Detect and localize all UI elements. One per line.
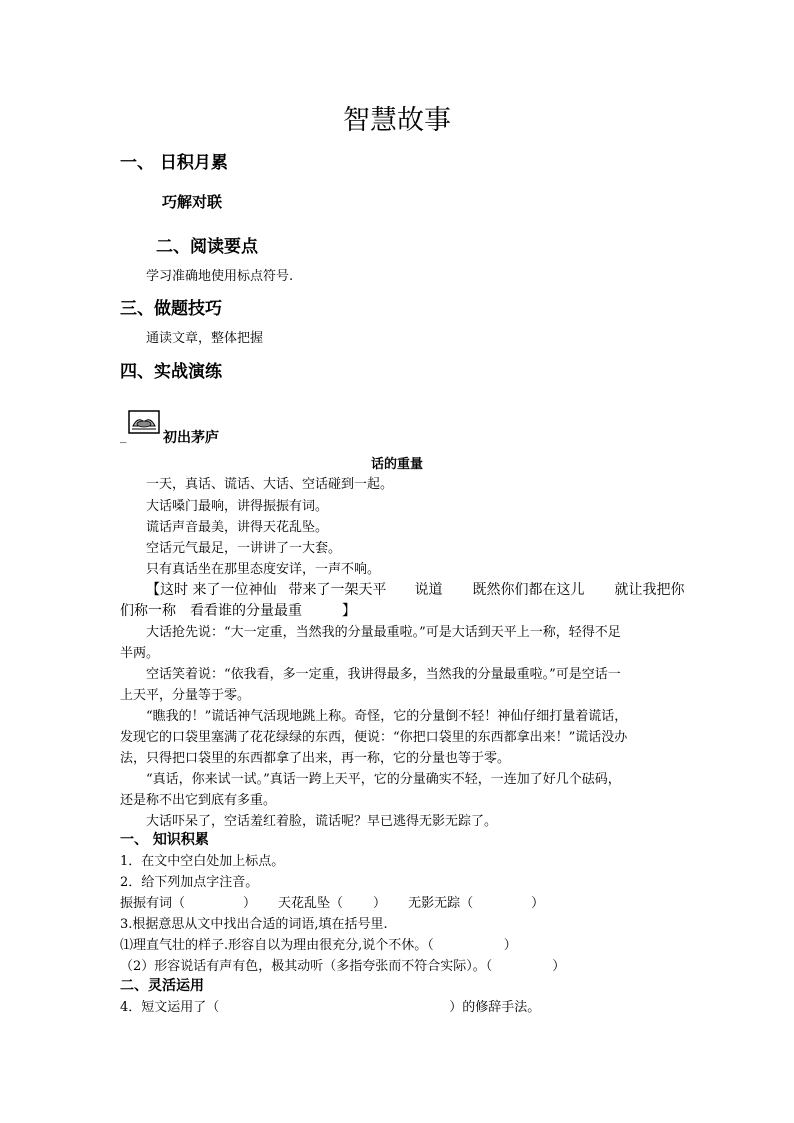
story-title: 话的重量	[370, 457, 423, 472]
exercise-heading-apply: 二、灵活运用	[120, 978, 204, 994]
question-1: 1．在文中空白处加上标点。	[120, 854, 285, 869]
story-para-4a: “真话，你来试一试。”真话一跨上天平，它的分量确实不轻，一连加了好几个砝码，	[146, 772, 621, 787]
question-3-1	[120, 934, 517, 953]
story-para-2a: 空话笑着说：“依我看，多一定重，我讲得最多，当然我的分量最重啦。”可是空话一	[146, 667, 621, 682]
story-line-1: 一天，真话、谎话、大话、空话碰到一起。	[146, 477, 394, 492]
question-4	[120, 996, 540, 1015]
bracket-part-3: 说道	[414, 582, 443, 598]
q3-2-text: （2）形容说话有声有色，极其动听（多指夸张而不符合实际）。（	[120, 959, 493, 974]
q2-item-2-open: 天花乱坠（	[278, 896, 344, 911]
question-3: 3.根据意思从文中找出合适的词语,填在括号里.	[120, 917, 388, 932]
q2-item-1-close: ）	[243, 896, 257, 911]
q3-1-close: ）	[503, 938, 517, 953]
bracket-part-6: 们称一称	[120, 603, 176, 619]
bracket-part-5: 就让我把你	[614, 582, 685, 598]
q3-2-close: ）	[552, 959, 566, 974]
bracket-part-4: 既然你们都在这儿	[472, 582, 585, 598]
section-2-text: 学习准确地使用标点符号.	[146, 269, 294, 284]
section-heading-3: 三、做题技巧	[120, 299, 222, 319]
section-heading-4: 四、实战演练	[120, 362, 222, 382]
question-2-items	[120, 892, 544, 911]
bracket-close: 】	[342, 603, 356, 619]
bracket-open: 【	[146, 582, 160, 598]
story-para-1b: 半两。	[120, 646, 160, 661]
story-para-3a: “瞧我的！”谎话神气活现地跳上称。奇怪，它的分量倒不轻！神仙仔细打量着谎话，	[146, 709, 628, 724]
practice-label: 初出茅庐	[163, 430, 219, 446]
story-line-3: 谎话声音最美，讲得天花乱坠。	[146, 520, 329, 535]
page-title: 智慧故事	[343, 105, 451, 136]
question-3-2	[120, 955, 565, 974]
story-para-1a: 大话抢先说：“大一定重，当然我的分量最重啦。”可是大话到天平上一称，轻得不足	[146, 625, 621, 640]
story-para-3c: 法，只得把口袋里的东西都拿了出来，再一称，它的分量也等于零。	[120, 751, 511, 766]
story-line-2: 大话嗓门最响，讲得振振有词。	[146, 499, 329, 514]
q2-item-2-close: ）	[373, 896, 387, 911]
label-dash: _	[120, 429, 127, 444]
section-3-text: 通读文章，整体把握	[146, 331, 264, 346]
bracket-part-2: 带来了一架天平	[288, 582, 387, 598]
section-heading-1: 一、 日积月累	[120, 153, 228, 173]
section-subheading-couplet: 巧解对联	[162, 193, 223, 211]
exercise-heading-knowledge: 一、 知识积累	[120, 832, 209, 848]
book-emblem-icon	[128, 410, 160, 434]
bracket-part-1: 这时 来了一位神仙	[160, 582, 277, 598]
q4-tail: ）的修辞手法。	[449, 1000, 541, 1015]
q2-item-3-open: 无影无踪（	[408, 896, 474, 911]
story-para-4b: 还是称不出它到底有多重。	[120, 793, 277, 808]
story-line-4: 空话元气最足，一讲讲了一大套。	[146, 541, 342, 556]
bracket-passage-line-1	[146, 579, 684, 599]
q3-1-text: ⑴理直气壮的样子.形容自以为理由很充分,说个不休。（	[120, 938, 434, 953]
q4-text: 4．短文运用了（	[120, 1000, 220, 1015]
q2-item-1-open: 振振有词（	[120, 896, 186, 911]
section-heading-2: 二、阅读要点	[156, 237, 258, 257]
bracket-part-7: 看看谁的分量最重	[190, 603, 302, 619]
q2-item-3-close: ）	[531, 896, 545, 911]
story-line-5: 只有真话坐在那里态度安详，一声不响。	[146, 562, 381, 577]
story-para-3b: 发现它的口袋里塞满了花花绿绿的东西，便说：“你把口袋里的东西都拿出来！”谎话没办	[120, 730, 628, 745]
question-2: 2．给下列加点字注音。	[120, 875, 259, 890]
bracket-passage-line-2	[120, 600, 356, 620]
story-para-5: 大话吓呆了，空话羞红着脸，谎话呢？早已逃得无影无踪了。	[146, 814, 498, 829]
story-para-2b: 上天平，分量等于零。	[120, 688, 251, 703]
